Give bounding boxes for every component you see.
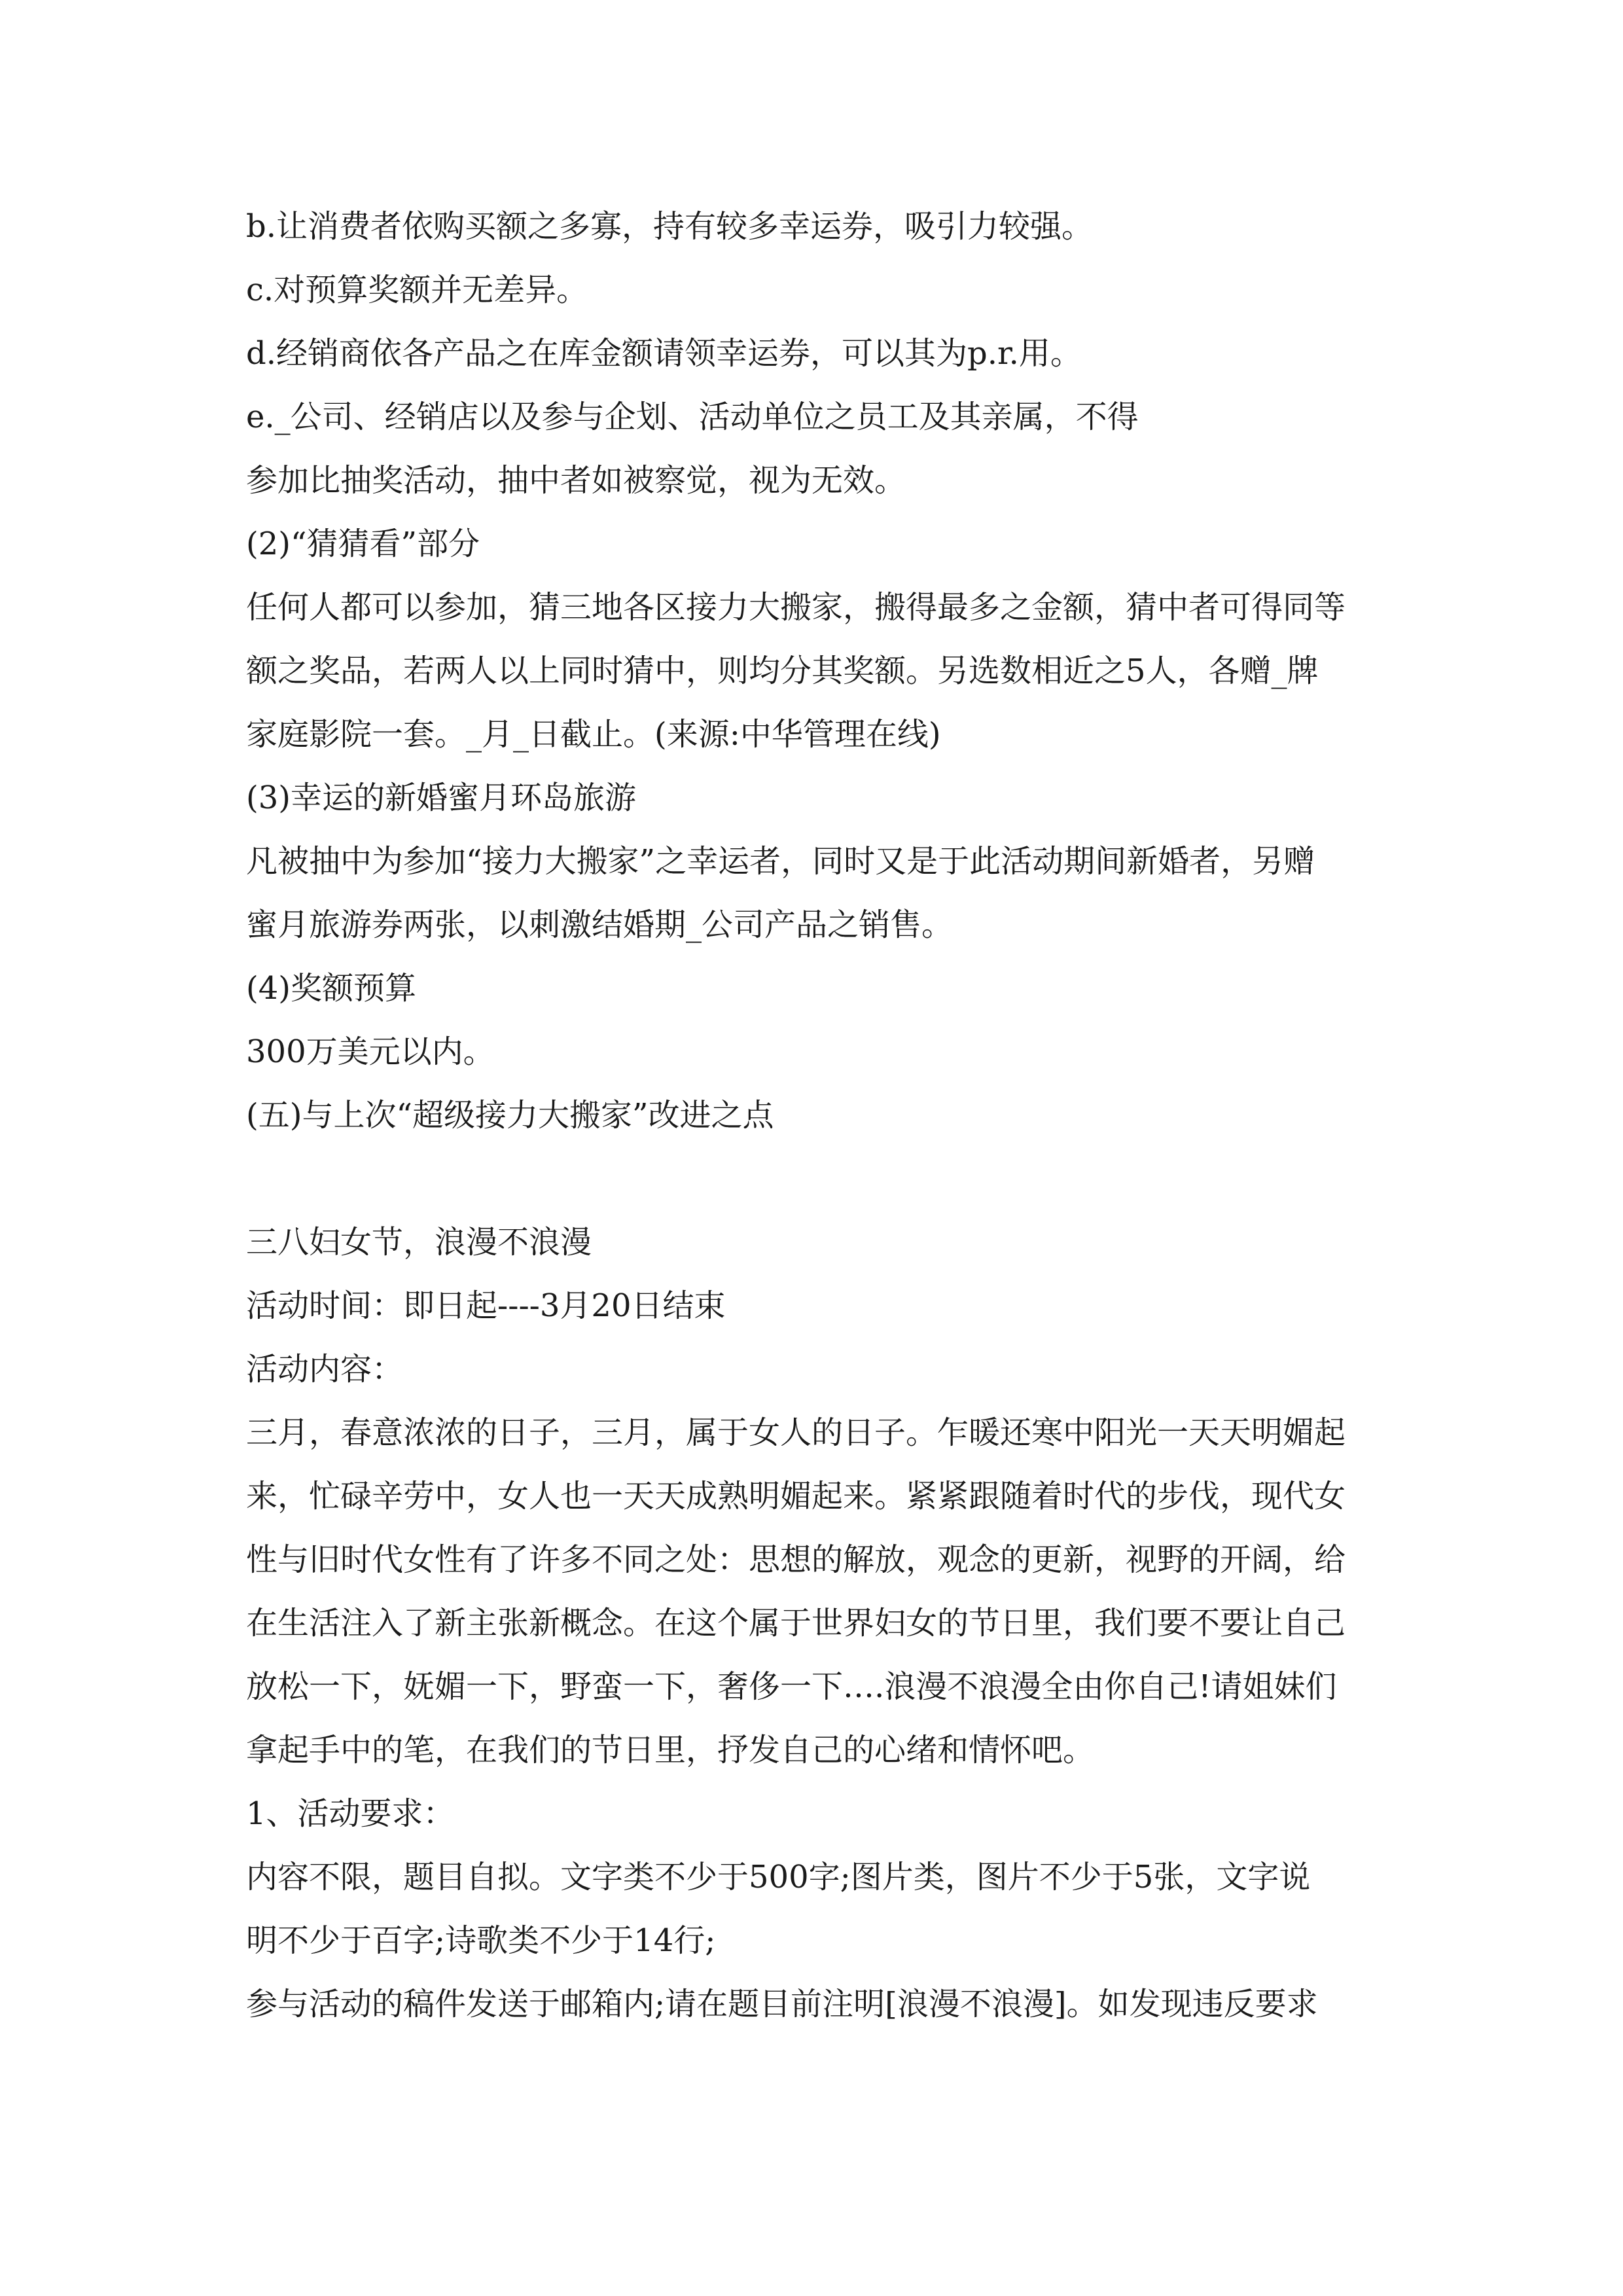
text-line: e._公司、经销店以及参与企划、活动单位之员工及其亲属，不得 [246, 399, 1139, 435]
text-line: c.对预算奖额并无差异。 [246, 272, 588, 308]
subheading: 1、活动要求： [246, 1795, 455, 1832]
text-line: 放松一下，妩媚一下，野蛮一下，奢侈一下….浪漫不浪漫全由你自己!请姐妹们 [246, 1668, 1337, 1705]
text-line: 拿起手中的笔，在我们的节日里，抒发自己的心绪和情怀吧。 [246, 1732, 1095, 1768]
text-line: 三月，春意浓浓的日子，三月，属于女人的日子。乍暖还寒中阳光一天天明媚起 [246, 1414, 1346, 1451]
text-line: 在生活注入了新主张新概念。在这个属于世界妇女的节日里，我们要不要让自己 [246, 1605, 1346, 1641]
text-line: 凡被抽中为参加“接力大搬家”之幸运者，同时又是于此活动期间新婚者，另赠 [246, 843, 1315, 880]
text-line: 活动时间：即日起----3月20日结束 [246, 1287, 726, 1324]
text-line: b.让消费者依购买额之多寡，持有较多幸运券，吸引力较强。 [246, 208, 1093, 245]
subheading: (2)“猜猜看”部分 [246, 526, 480, 562]
document-body [246, 195, 1385, 2036]
section-title: 三八妇女节，浪漫不浪漫 [246, 1224, 592, 1261]
text-line: 内容不限，题目自拟。文字类不少于500字;图片类，图片不少于5张，文字说 [246, 1859, 1311, 1895]
text-line: 来，忙碌辛劳中，女人也一天天成熟明媚起来。紧紧跟随着时代的步伐，现代女 [246, 1478, 1346, 1515]
text-line: 任何人都可以参加，猜三地各区接力大搬家，搬得最多之金额，猜中者可得同等 [246, 589, 1346, 626]
text-line: 蜜月旅游券两张，以刺激结婚期_公司产品之销售。 [246, 906, 954, 943]
text-line: d.经销商依各产品之在库金额请领幸运券，可以其为p.r.用。 [246, 335, 1082, 372]
text-line: 家庭影院一套。_月_日截止。(来源:中华管理在线) [246, 716, 941, 753]
text-line: 参加比抽奖活动，抽中者如被察觉，视为无效。 [246, 462, 906, 499]
text-line: 活动内容： [246, 1351, 404, 1388]
section-gap [246, 1147, 1385, 1211]
text-line: 性与旧时代女性有了许多不同之处：思想的解放，观念的更新，视野的开阔，给 [246, 1541, 1346, 1578]
subheading: (4)奖额预算 [246, 970, 416, 1007]
subheading: (五)与上次“超级接力大搬家”改进之点 [246, 1097, 774, 1134]
text-line: 明不少于百字;诗歌类不少于14行; [246, 1922, 716, 1959]
text-line: 参与活动的稿件发送于邮箱内;请在题目前注明[浪漫不浪漫]。如发现违反要求 [246, 1986, 1318, 2022]
text-line: 额之奖品，若两人以上同时猜中，则均分其奖额。另选数相近之5人，各赠_牌 [246, 653, 1319, 689]
text-line: 300万美元以内。 [246, 1033, 495, 1070]
subheading: (3)幸运的新婚蜜月环岛旅游 [246, 780, 636, 816]
